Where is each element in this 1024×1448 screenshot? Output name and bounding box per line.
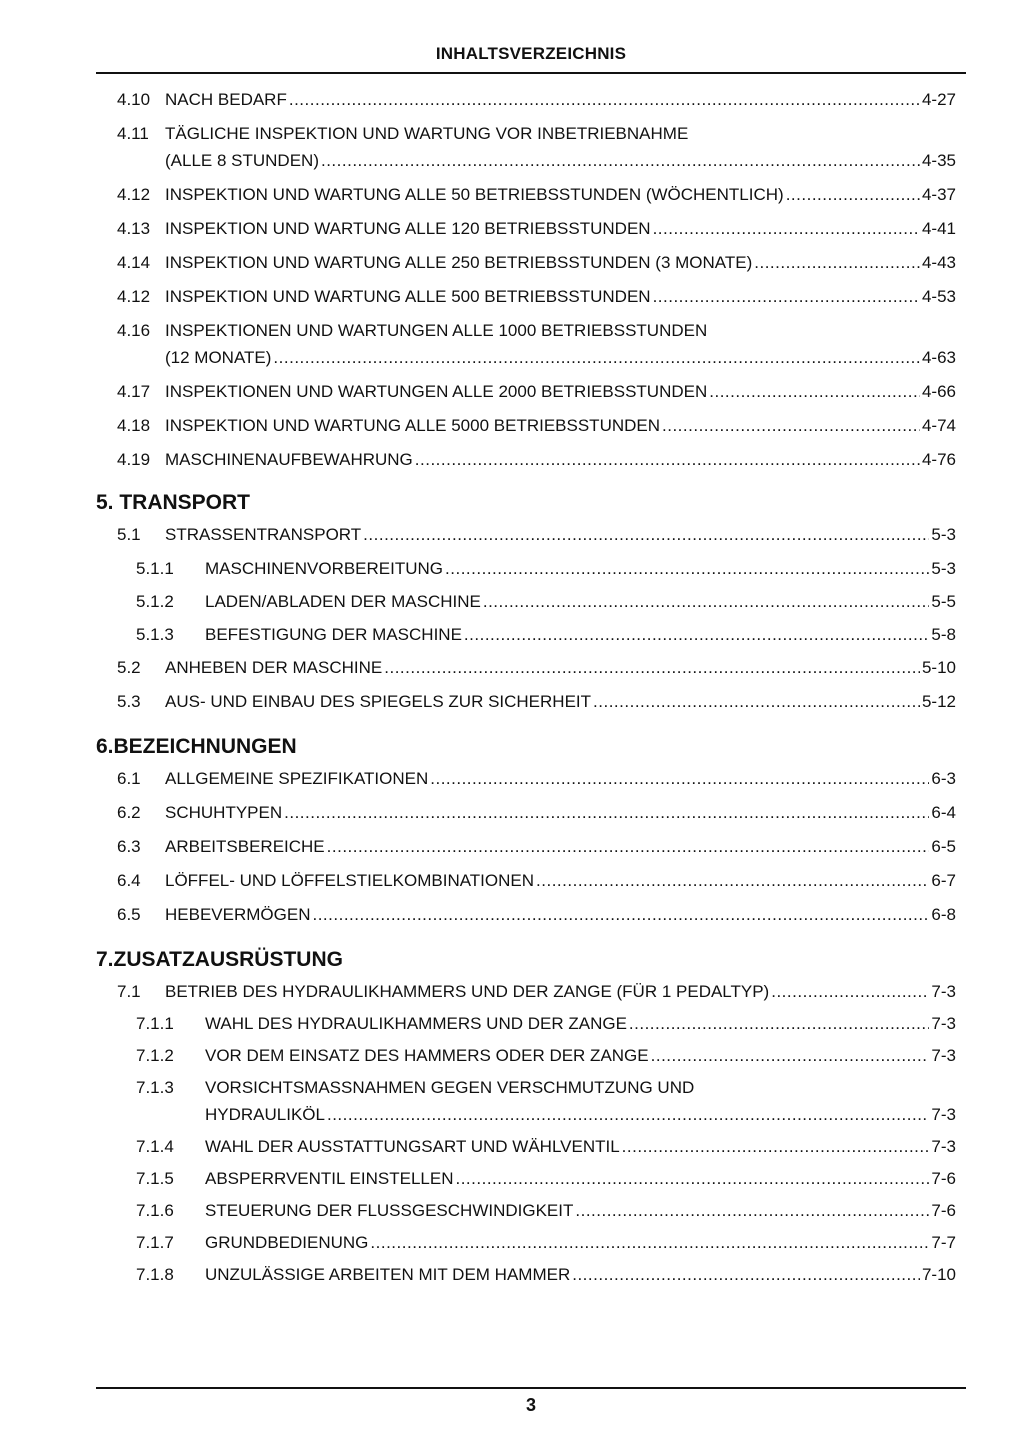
toc-entry-title: INSPEKTION UND WARTUNG ALLE 120 BETRIEBSSTUNDEN (165, 219, 651, 238)
toc-entry-number: 7.1.4 (136, 1137, 174, 1156)
toc-entry-page: 5-5 (931, 592, 956, 611)
toc-entry-page: 7-3 (931, 1105, 956, 1124)
leader-dots (384, 654, 920, 681)
toc-entry[interactable] (96, 181, 956, 208)
leader-dots (786, 181, 920, 208)
toc-entry-page: 4-41 (921, 219, 956, 238)
toc-entry[interactable] (96, 249, 956, 276)
toc-entry[interactable] (96, 283, 956, 310)
toc-entry[interactable] (96, 1042, 956, 1069)
toc-entry-title: WAHL DES HYDRAULIKHAMMERS UND DER ZANGE (205, 1014, 627, 1033)
toc-entry-number: 4.11 (117, 124, 149, 143)
leader-dots (327, 1101, 929, 1128)
toc-entry-title: SCHUHTYPEN (165, 803, 283, 822)
toc-entry-title: LÖFFEL- UND LÖFFELSTIELKOMBINATIONEN (165, 871, 535, 890)
leader-dots (662, 412, 920, 439)
leader-dots (273, 344, 920, 371)
leader-dots (653, 215, 920, 242)
toc-entry-number: 6.3 (117, 837, 141, 856)
leader-dots (445, 555, 929, 582)
leader-dots (771, 978, 929, 1005)
toc-entry[interactable] (96, 765, 956, 792)
toc-entry-page: 7-3 (931, 982, 956, 1001)
toc-entry-number: 7.1.6 (136, 1201, 174, 1220)
toc-entry-title: MASCHINENVORBEREITUNG (205, 559, 444, 578)
toc-entry-number: 4.16 (117, 321, 151, 340)
table-of-contents (96, 86, 956, 1293)
leader-dots (321, 147, 920, 174)
toc-entry[interactable] (96, 621, 956, 648)
toc-entry-page: 5-12 (921, 692, 956, 711)
toc-entry-number: 7.1.7 (136, 1233, 174, 1252)
toc-entry-number: 4.17 (117, 382, 151, 401)
toc-entry-page: 5-3 (931, 525, 956, 544)
toc-entry-page: 4-53 (921, 287, 956, 306)
page-number: 3 (525, 1395, 536, 1415)
toc-entry-number: 4.18 (117, 416, 151, 435)
leader-dots (363, 521, 929, 548)
toc-entry-number: 6.2 (117, 803, 141, 822)
toc-entry-title: ANHEBEN DER MASCHINE (165, 658, 383, 677)
toc-entry-number: 4.13 (117, 219, 151, 238)
toc-entry-title: MASCHINENAUFBEWAHRUNG (165, 450, 413, 469)
leader-dots (327, 833, 930, 860)
leader-dots (575, 1197, 929, 1224)
toc-entry-title-line1: TÄGLICHE INSPEKTION UND WARTUNG VOR INBETRIEBNAHME (165, 124, 689, 143)
toc-entry-number: 7.1 (117, 982, 141, 1001)
toc-entry[interactable] (96, 1197, 956, 1224)
toc-entry-page: 4-66 (921, 382, 956, 401)
toc-entry[interactable] (96, 901, 956, 928)
toc-entry-number: 7.1.1 (136, 1014, 174, 1033)
leader-dots (593, 688, 920, 715)
toc-entry-title: INSPEKTION UND WARTUNG ALLE 250 BETRIEBSSTUNDEN (3 MONATE) (165, 253, 753, 272)
leader-dots (455, 1165, 929, 1192)
chapter-title-bezeichnungen[interactable]: 6.BEZEICHNUNGEN (96, 735, 297, 758)
toc-entry-number: 4.12 (117, 287, 151, 306)
toc-entry-page: 4-76 (921, 450, 956, 469)
toc-entry-number: 5.1.3 (136, 625, 174, 644)
toc-entry-title: INSPEKTION UND WARTUNG ALLE 5000 BETRIEBSSTUNDEN (165, 416, 661, 435)
toc-entry-title: WAHL DER AUSSTATTUNGSART UND WÄHLVENTIL (205, 1137, 620, 1156)
leader-dots (415, 446, 920, 473)
toc-entry-title-line1: VORSICHTSMASSNAHMEN GEGEN VERSCHMUTZUNG UND (205, 1078, 695, 1097)
toc-entry[interactable] (96, 215, 956, 242)
leader-dots (622, 1133, 930, 1160)
toc-entry-title: GRUNDBEDIENUNG (205, 1233, 369, 1252)
toc-entry-page: 7-6 (931, 1169, 956, 1188)
toc-entry-number: 6.5 (117, 905, 141, 924)
toc-entry[interactable] (96, 978, 956, 1005)
leader-dots (430, 765, 929, 792)
leader-dots (709, 378, 920, 405)
toc-entry[interactable] (96, 654, 956, 681)
footer-rule (96, 1387, 966, 1389)
toc-entry-title: LADEN/ABLADEN DER MASCHINE (205, 592, 481, 611)
toc-entry[interactable] (96, 1074, 956, 1128)
toc-entry[interactable] (96, 833, 956, 860)
leader-dots (312, 901, 929, 928)
toc-entry-title: INSPEKTION UND WARTUNG ALLE 50 BETRIEBSSTUNDEN (WÖCHENTLICH) (165, 185, 784, 204)
toc-entry[interactable] (96, 446, 956, 473)
toc-entry-page: 6-3 (931, 769, 956, 788)
toc-entry-number: 6.4 (117, 871, 141, 890)
toc-entry-title: HEBEVERMÖGEN (165, 905, 311, 924)
toc-entry[interactable] (96, 799, 956, 826)
toc-entry-title: (ALLE 8 STUNDEN) (165, 151, 319, 170)
leader-dots (284, 799, 929, 826)
toc-entry-title: VOR DEM EINSATZ DES HAMMERS ODER DER ZANGE (205, 1046, 649, 1065)
toc-entry-title: BETRIEB DES HYDRAULIKHAMMERS UND DER ZANGE (FÜR 1 PEDALTYP) (165, 982, 770, 1001)
chapter-title-zusatzausruestung[interactable]: 7.ZUSATZAUSRÜSTUNG (96, 948, 343, 971)
leader-dots (754, 249, 920, 276)
toc-entry[interactable] (96, 867, 956, 894)
toc-entry-number: 7.1.5 (136, 1169, 174, 1188)
toc-entry-title: ALLGEMEINE SPEZIFIKATIONEN (165, 769, 429, 788)
toc-entry[interactable] (96, 378, 956, 405)
toc-entry-page: 4-35 (921, 151, 956, 170)
toc-entry-title: ARBEITSBEREICHE (165, 837, 325, 856)
toc-entry[interactable] (96, 555, 956, 582)
toc-entry[interactable] (96, 1229, 956, 1256)
toc-entry-title-line1: INSPEKTIONEN UND WARTUNGEN ALLE 1000 BETRIEBSSTUNDEN (165, 321, 708, 340)
toc-entry-number: 6.1 (117, 769, 141, 788)
toc-entry-page: 4-37 (921, 185, 956, 204)
toc-entry-title: STRASSENTRANSPORT (165, 525, 362, 544)
toc-entry-number: 4.14 (117, 253, 151, 272)
toc-entry-page: 7-7 (931, 1233, 956, 1252)
leader-dots (629, 1010, 930, 1037)
toc-entry-page: 4-63 (921, 348, 956, 367)
toc-entry[interactable] (96, 317, 956, 371)
toc-entry-page: 4-74 (921, 416, 956, 435)
toc-entry[interactable] (96, 588, 956, 615)
toc-entry[interactable] (96, 86, 956, 113)
toc-entry[interactable] (96, 120, 956, 174)
toc-entry-page: 7-3 (931, 1014, 956, 1033)
toc-entry-number: 4.12 (117, 185, 151, 204)
toc-entry[interactable] (96, 1261, 956, 1288)
toc-entry[interactable] (96, 1133, 956, 1160)
toc-entry-page: 5-8 (931, 625, 956, 644)
toc-entry-number: 7.1.8 (136, 1265, 174, 1284)
leader-dots (483, 588, 930, 615)
leader-dots (572, 1261, 920, 1288)
toc-entry-title: STEUERUNG DER FLUSSGESCHWINDIGKEIT (205, 1201, 574, 1220)
toc-entry-page: 6-5 (931, 837, 956, 856)
leader-dots (370, 1229, 929, 1256)
leader-dots (653, 283, 920, 310)
toc-entry-title: HYDRAULIKÖL (205, 1105, 325, 1124)
toc-entry-number: 5.3 (117, 692, 141, 711)
toc-entry-title: ABSPERRVENTIL EINSTELLEN (205, 1169, 454, 1188)
toc-entry-title: (12 MONATE) (165, 348, 272, 367)
toc-entry-page: 5-3 (931, 559, 956, 578)
toc-entry-page: 6-4 (931, 803, 956, 822)
leader-dots (289, 86, 920, 113)
toc-entry-title: NACH BEDARF (165, 90, 287, 109)
toc-entry-title: INSPEKTION UND WARTUNG ALLE 500 BETRIEBSSTUNDEN (165, 287, 651, 306)
toc-entry-page: 7-10 (921, 1265, 956, 1284)
toc-entry-number: 7.1.3 (136, 1078, 174, 1097)
toc-entry-number: 4.19 (117, 450, 151, 469)
toc-entry-number: 5.2 (117, 658, 141, 677)
header-rule (96, 72, 966, 74)
toc-entry-number: 4.10 (117, 90, 151, 109)
toc-entry[interactable] (96, 412, 956, 439)
toc-entry-page: 6-8 (931, 905, 956, 924)
toc-entry-title: INSPEKTIONEN UND WARTUNGEN ALLE 2000 BETRIEBSSTUNDEN (165, 382, 708, 401)
toc-entry-number: 7.1.2 (136, 1046, 174, 1065)
toc-entry[interactable] (96, 688, 956, 715)
leader-dots (536, 867, 929, 894)
leader-dots (651, 1042, 930, 1069)
toc-entry-number: 5.1.2 (136, 592, 174, 611)
toc-entry-page: 7-3 (931, 1137, 956, 1156)
toc-entry[interactable] (96, 521, 956, 548)
chapter-title-transport[interactable]: 5. TRANSPORT (96, 491, 251, 514)
toc-entry-page: 7-3 (931, 1046, 956, 1065)
toc-entry-title: AUS- UND EINBAU DES SPIEGELS ZUR SICHERHEIT (165, 692, 592, 711)
toc-entry-page: 5-10 (921, 658, 956, 677)
toc-entry-number: 5.1.1 (136, 559, 174, 578)
toc-entry[interactable] (96, 1010, 956, 1037)
toc-entry-number: 5.1 (117, 525, 141, 544)
toc-entry[interactable] (96, 1165, 956, 1192)
leader-dots (464, 621, 930, 648)
toc-entry-title: UNZULÄSSIGE ARBEITEN MIT DEM HAMMER (205, 1265, 571, 1284)
toc-entry-title: BEFESTIGUNG DER MASCHINE (205, 625, 462, 644)
page-header-title: INHALTSVERZEICHNIS (435, 44, 627, 63)
toc-entry-page: 4-27 (921, 90, 956, 109)
toc-entry-page: 7-6 (931, 1201, 956, 1220)
toc-entry-page: 4-43 (921, 253, 956, 272)
toc-entry-page: 6-7 (931, 871, 956, 890)
